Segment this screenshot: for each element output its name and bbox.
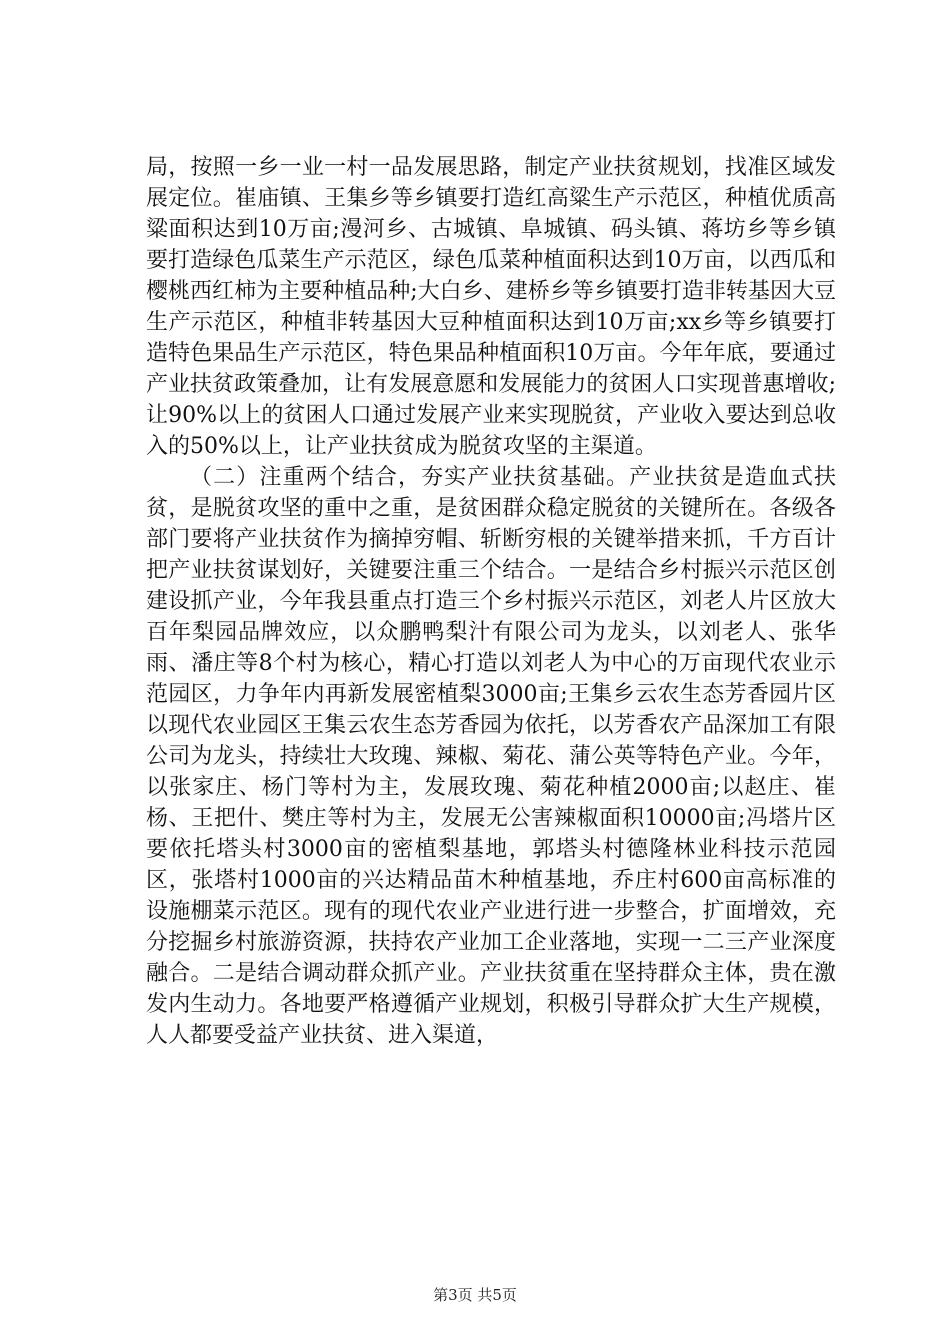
- page-number-footer: 第3页 共5页: [433, 1286, 517, 1304]
- paragraph-1: 局，按照一乡一业一村一品发展思路，制定产业扶贫规划，找准区域发展定位。崔庙镇、王集乡等乡镇要打造红高粱生产示范区，种植优质高粱面积达到10万亩;漫河乡、古城镇、阜城镇、码头镇、蒋坊乡等乡镇要打造绿色瓜菜生产示范区，绿色瓜菜种植面积达到10万亩，以西瓜和樱桃西红柿为主要种植品种;大白乡、建桥乡等乡镇要打造非转基因大豆生产示范区，种植非转基因大豆种植面积达到10万亩;xx乡等乡镇要打造特色果品生产示范区，特色果品种植面积10万亩。今年年底，要通过产业扶贫政策叠加，让有发展意愿和发展能力的贫困人口实现普惠增收;让90%以上的贫困人口通过发展产业来实现脱贫，产业收入要达到总收入的50%以上，让产业扶贫成为脱贫攻坚的主渠道。: [146, 155, 836, 459]
- document-body: [146, 152, 836, 1051]
- paragraph-2: （二）注重两个结合，夯实产业扶贫基础。产业扶贫是造血式扶贫，是脱贫攻坚的重中之重，是贫困群众稳定脱贫的关键所在。各级各部门要将产业扶贫作为摘掉穷帽、斩断穷根的关键举措来抓，千方百计把产业扶贫谋划好，关键要注重三个结合。一是结合乡村振兴示范区创建设抓产业，今年我县重点打造三个乡村振兴示范区，刘老人片区放大百年梨园品牌效应，以众鹏鸭梨汁有限公司为龙头，以刘老人、张华雨、潘庄等8个村为核心，精心打造以刘老人为中心的万亩现代农业示范园区，力争年内再新发展密植梨3000亩;王集乡云农生态芳香园片区以现代农业园区王集云农生态芳香园为依托，以芳香农产品深加工有限公司为龙头，持续壮大玫瑰、辣椒、菊花、蒲公英等特色产业。今年，以张家庄、杨门等村为主，发展玫瑰、菊花种植2000亩;以赵庄、崔杨、王把什、樊庄等村为主，发展无公害辣椒面积10000亩;冯塔片区要依托塔头村3000亩的密植梨基地，郭塔头村德隆林业科技示范园区，张塔村1000亩的兴达精品苗木种植基地，乔庄村600亩高标准的设施棚菜示范区。现有的现代农业产业进行进一步整合，扩面增效，充分挖掘乡村旅游资源，扶持农产业加工企业落地，实现一二三产业深度融合。二是结合调动群众抓产业。产业扶贫重在坚持群众主体，贵在激发内生动力。各地要严格遵循产业规划，积极引导群众扩大生产规模，人人都要受益产业扶贫、进入渠道，: [146, 465, 836, 1048]
